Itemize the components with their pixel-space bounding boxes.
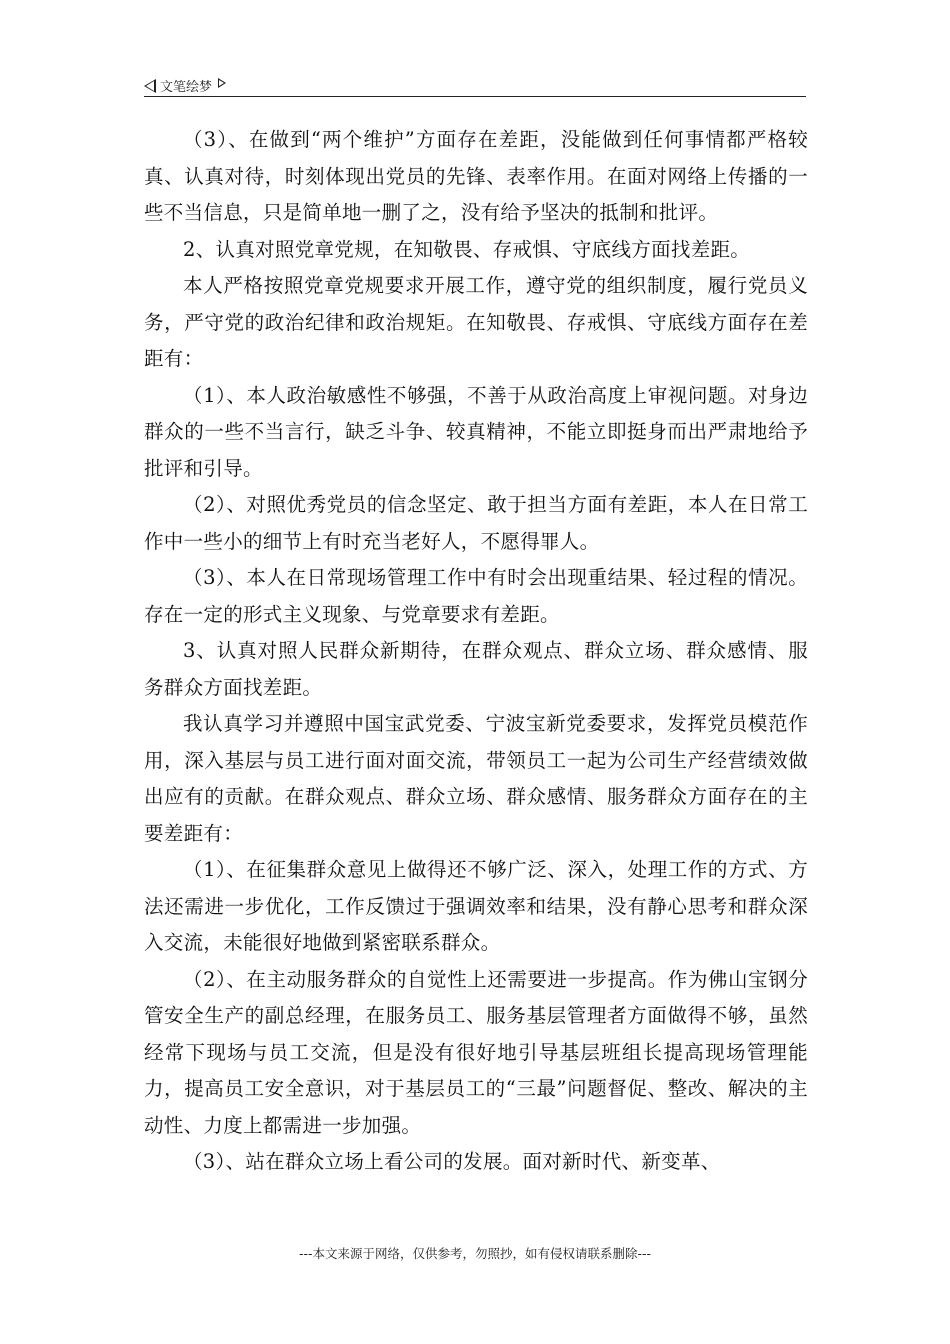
document-body xyxy=(144,122,808,1181)
header-bar xyxy=(144,76,226,95)
paragraph: （1）、本人政治敏感性不够强，不善于从政治高度上审视问题。对身边群众的一些不当言行，缺乏斗争、较真精神，不能立即挺身而出严肃地给予批评和引导。 xyxy=(144,383,808,480)
paragraph: 我认真学习并遵照中国宝武党委、宁波宝新党委要求，发挥党员模范作用，深入基层与员工进行面对面交流，带领员工一起为公司生产经营绩效做出应有的贡献。在群众观点、群众立场、群众感情、服务群众方面存在的主要差距有： xyxy=(144,712,808,845)
triangle-left-icon xyxy=(144,79,156,93)
paragraph: （3）、本人在日常现场管理工作中有时会出现重结果、轻过程的情况。存在一定的形式主义现象、与党章要求有差距。 xyxy=(144,566,808,626)
header-title: 文笔绘梦 xyxy=(160,80,213,95)
triangle-right-icon xyxy=(218,78,226,88)
paragraph: （1）、在征集群众意见上做得还不够广泛、深入，处理工作的方式、方法还需进一步优化，工作反馈过于强调效率和结果，没有静心思考和群众深入交流，未能很好地做到紧密联系群众。 xyxy=(144,858,808,954)
paragraph: （3）、在做到“两个维护”方面存在差距，没能做到任何事情都严格较真、认真对待，时刻体现出党员的先锋、表率作用。在面对网络上传播的一些不当信息，只是简单地一删了之，没有给予坚决的抵制和批评。 xyxy=(144,128,808,224)
page-footer: ---本文来源于网络，仅供参考，勿照抄，如有侵权请联系删除--- xyxy=(298,1246,652,1261)
paragraph: 本人严格按照党章党规要求开展工作，遵守党的组织制度，履行党员义务，严守党的政治纪律和政治规矩。在知敬畏、存戒惧、守底线方面存在差距有： xyxy=(144,274,808,370)
paragraph: 3、认真对照人民群众新期待，在群众观点、群众立场、群众感情、服务群众方面找差距。 xyxy=(144,639,808,699)
paragraph: 2、认真对照党章党规，在知敬畏、存戒惧、守底线方面找差距。 xyxy=(183,237,751,261)
paragraph: （3）、站在群众立场上看公司的发展。面对新时代、新变革、 xyxy=(183,1150,721,1173)
paragraph: （2）、对照优秀党员的信念坚定、敢于担当方面有差距，本人在日常工作中一些小的细节上有时充当老好人，不愿得罪人。 xyxy=(144,493,808,553)
page-header xyxy=(144,70,806,97)
paragraph: （2）、在主动服务群众的自觉性上还需要进一步提高。作为佛山宝钢分管安全生产的副总经理，在服务员工、服务基层管理者方面做得不够，虽然经常下现场与员工交流，但是没有很好地引导基层班组长提高现场管理能力，提高员工安全意识，对于基层员工的“三最”问题督促、整改、解决的主动性、力度上都需进一步加强。 xyxy=(144,967,808,1137)
